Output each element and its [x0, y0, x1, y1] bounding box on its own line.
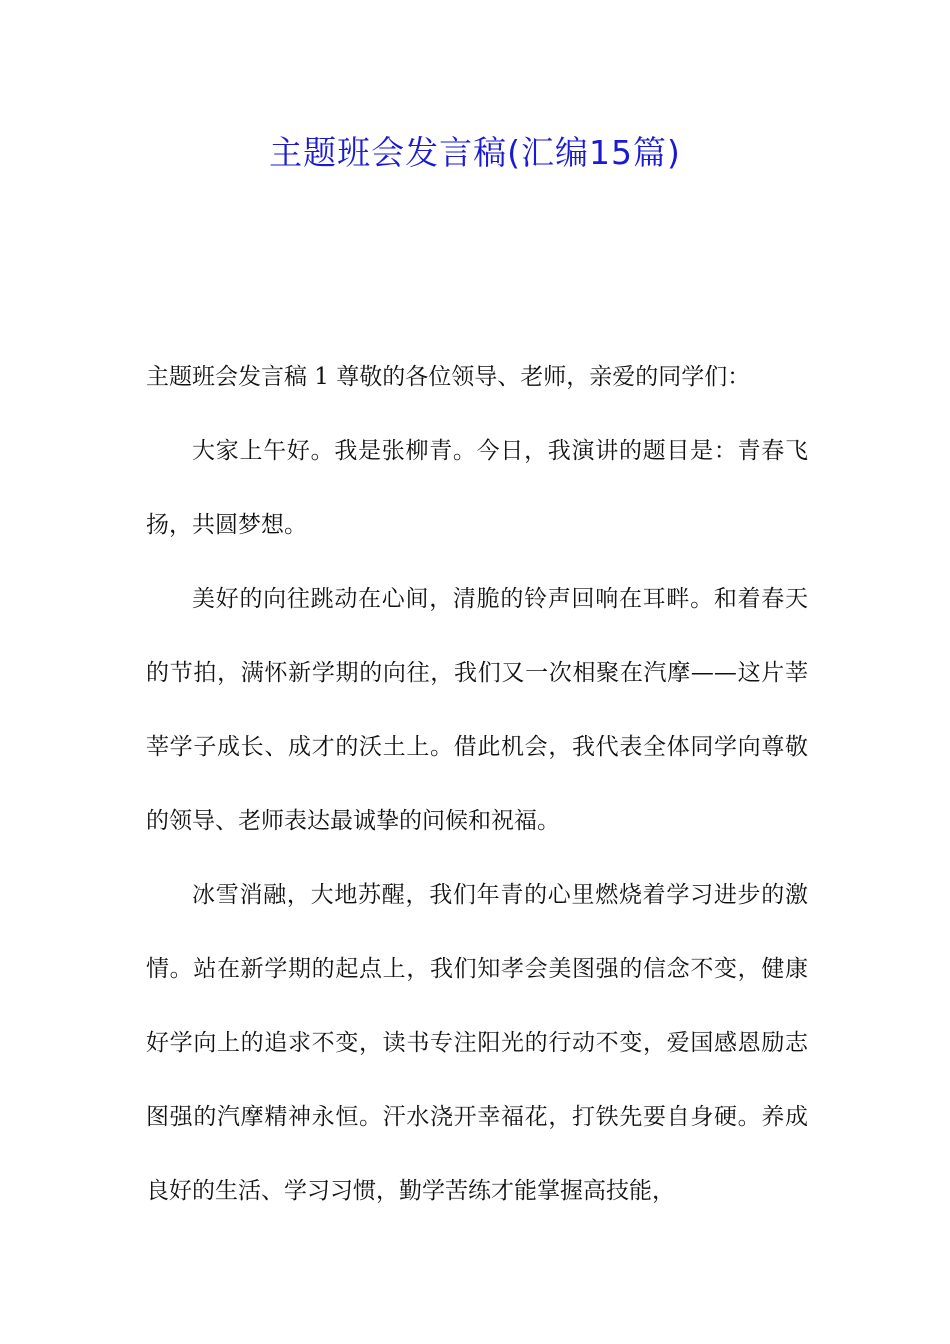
body-paragraph: 冰雪消融，大地苏醒，我们年青的心里燃烧着学习进步的激情。站在新学期的起点上，我们知孝会美图强的信念不变，健康好学向上的追求不变，读书专注阳光的行动不变，爱国感恩励志图强的汽摩精神永恒。汗水浇开幸福花，打铁先要自身硬。养成良好的生活、学习习惯，勤学苦练才能掌握高技能，	[146, 882, 808, 1204]
document-body	[146, 340, 808, 1228]
body-paragraph: 美好的向往跳动在心间，清脆的铃声回响在耳畔。和着春天的节拍，满怀新学期的向往，我们又一次相聚在汽摩——这片莘莘学子成长、成才的沃土上。借此机会，我代表全体同学向尊敬的领导、老师表达最诚挚的问候和祝福。	[146, 586, 808, 834]
salutation-paragraph: 主题班会发言稿 1 尊敬的各位领导、老师，亲爱的同学们：	[146, 364, 751, 390]
document-title: 主题班会发言稿(汇编15篇)	[269, 133, 681, 172]
body-paragraph: 大家上午好。我是张柳青。今日，我演讲的题目是：青春飞扬，共圆梦想。	[146, 438, 808, 538]
